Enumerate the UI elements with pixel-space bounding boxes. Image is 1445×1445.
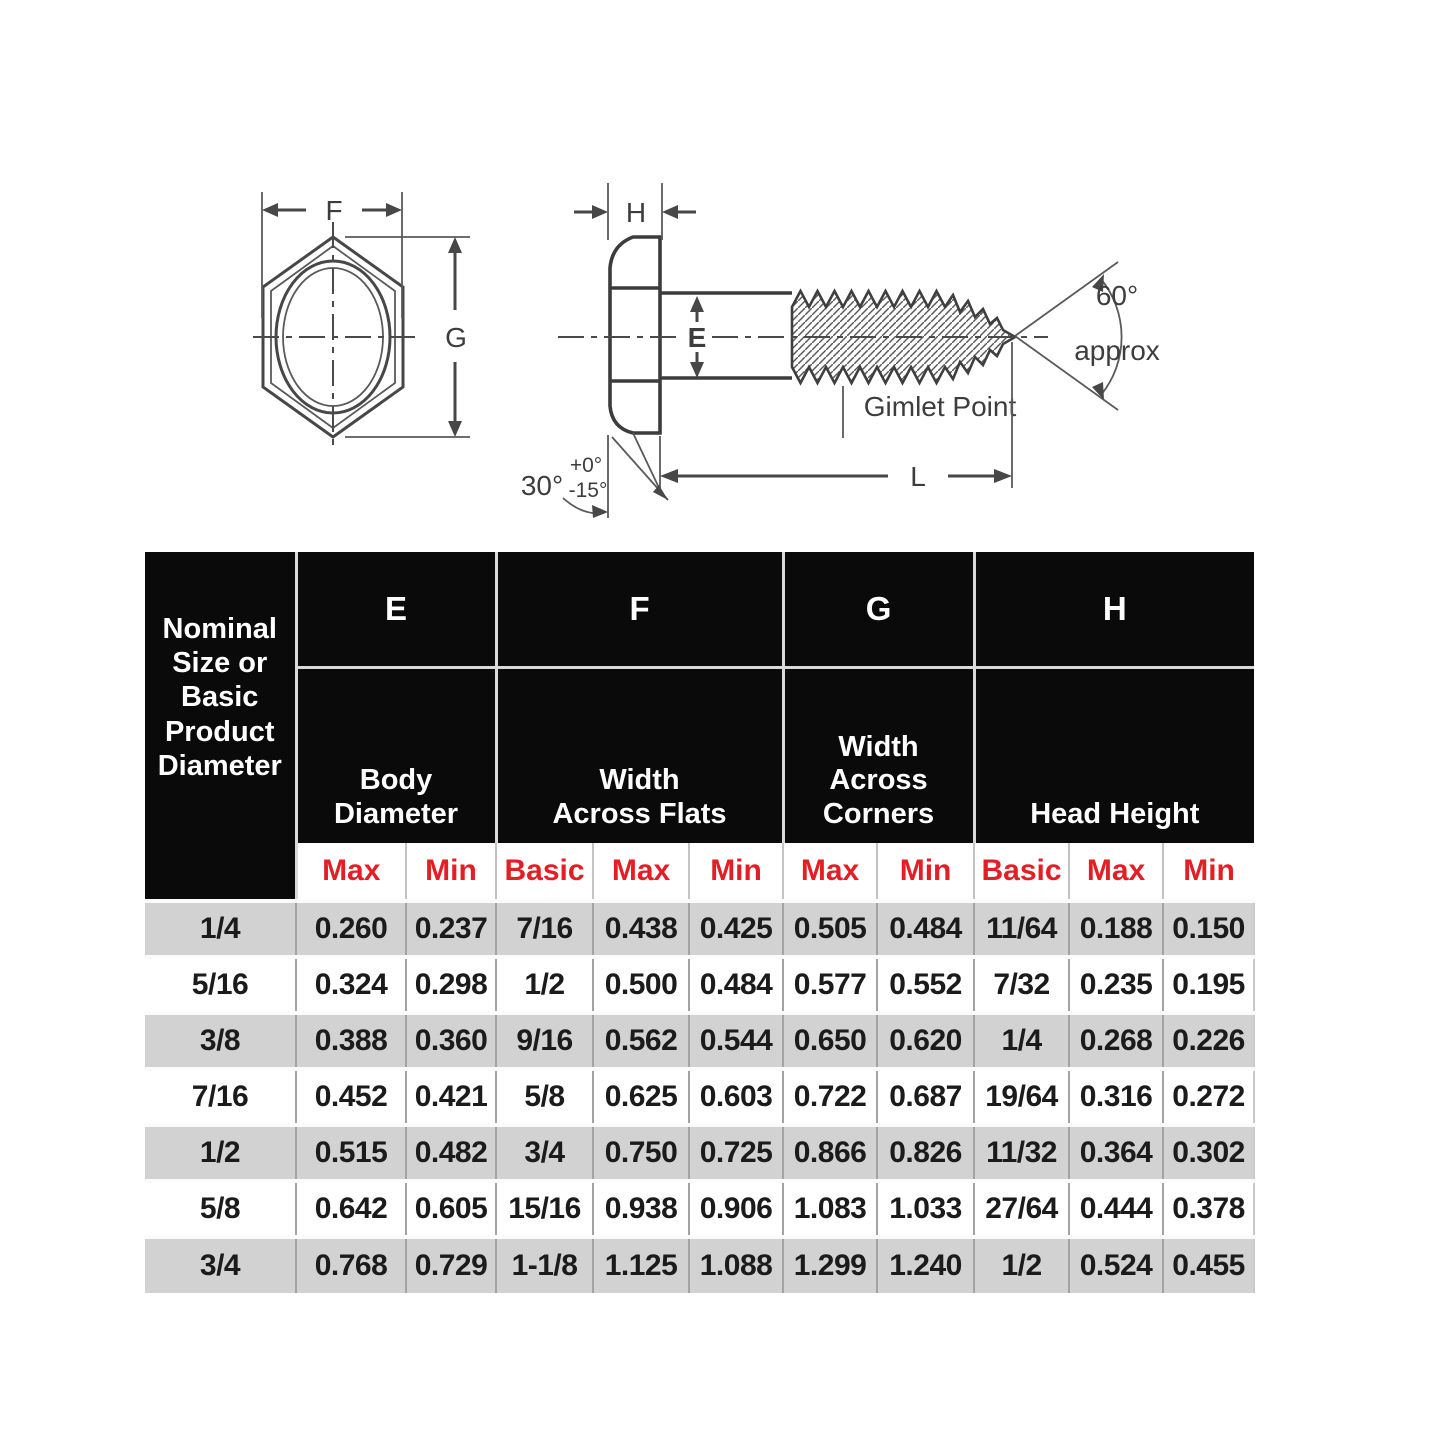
subheader-E-max: Max xyxy=(296,843,406,901)
value-cell: 0.452 xyxy=(296,1069,406,1125)
value-cell: 1.240 xyxy=(877,1237,974,1293)
hex-head-side xyxy=(610,237,660,433)
value-cell: 0.195 xyxy=(1163,957,1254,1013)
value-cell: 0.642 xyxy=(296,1181,406,1237)
value-cell: 1/4 xyxy=(974,1013,1069,1069)
value-cell: 0.562 xyxy=(593,1013,689,1069)
group-header-H: H xyxy=(974,552,1254,667)
value-cell: 15/16 xyxy=(496,1181,593,1237)
value-cell: 0.444 xyxy=(1069,1181,1163,1237)
value-cell: 0.768 xyxy=(296,1237,406,1293)
subheader-H-max: Max xyxy=(1069,843,1163,901)
group-title-text: Head Height xyxy=(1030,797,1200,830)
value-cell: 0.906 xyxy=(689,1181,783,1237)
value-cell: 1.299 xyxy=(783,1237,877,1293)
value-cell: 1.125 xyxy=(593,1237,689,1293)
subheader-F-min: Min xyxy=(689,843,783,901)
label-60deg: 60° xyxy=(1095,280,1139,311)
value-cell: 11/64 xyxy=(974,901,1069,957)
value-cell: 0.515 xyxy=(296,1125,406,1181)
value-cell: 0.455 xyxy=(1163,1237,1254,1293)
table-row xyxy=(145,957,1254,1013)
subheader-F-basic: Basic xyxy=(496,843,593,901)
corner-header: Nominal Size or Basic Product Diameter xyxy=(145,552,296,843)
row-size-cell: 5/8 xyxy=(145,1181,296,1237)
subheader-G-min: Min xyxy=(877,843,974,901)
value-cell: 0.237 xyxy=(406,901,496,957)
value-cell: 5/8 xyxy=(496,1069,593,1125)
value-cell: 0.482 xyxy=(406,1125,496,1181)
value-cell: 0.268 xyxy=(1069,1013,1163,1069)
value-cell: 7/16 xyxy=(496,901,593,957)
subheader-F-max: Max xyxy=(593,843,689,901)
value-cell: 0.484 xyxy=(877,901,974,957)
label-H: H xyxy=(625,197,647,228)
row-size-cell: 5/16 xyxy=(145,957,296,1013)
label-F: F xyxy=(325,195,343,226)
value-cell: 1.033 xyxy=(877,1181,974,1237)
table-row xyxy=(145,1069,1254,1125)
dimension-H xyxy=(574,183,696,240)
shank xyxy=(660,293,792,378)
group-title-text: Width Across Flats xyxy=(552,764,727,830)
table-row xyxy=(145,1237,1254,1293)
group-title-width-across-corners xyxy=(783,667,974,843)
value-cell: 0.484 xyxy=(689,957,783,1013)
value-cell: 0.421 xyxy=(406,1069,496,1125)
value-cell: 1.083 xyxy=(783,1181,877,1237)
value-cell: 0.605 xyxy=(406,1181,496,1237)
value-cell: 0.577 xyxy=(783,957,877,1013)
table-row xyxy=(145,1013,1254,1069)
value-cell: 0.316 xyxy=(1069,1069,1163,1125)
value-cell: 0.729 xyxy=(406,1237,496,1293)
value-cell: 0.603 xyxy=(689,1069,783,1125)
value-cell: 0.378 xyxy=(1163,1181,1254,1237)
row-size-cell: 1/2 xyxy=(145,1125,296,1181)
value-cell: 0.188 xyxy=(1069,901,1163,957)
subheader-G-max: Max xyxy=(783,843,877,901)
value-cell: 1-1/8 xyxy=(496,1237,593,1293)
row-size-cell: 3/4 xyxy=(145,1237,296,1293)
value-cell: 0.302 xyxy=(1163,1125,1254,1181)
subheader-H-min: Min xyxy=(1163,843,1254,901)
table-row xyxy=(145,901,1254,957)
group-header-G: G xyxy=(783,552,974,667)
diagram-svg xyxy=(0,0,1445,552)
value-cell: 7/32 xyxy=(974,957,1069,1013)
value-cell: 1.088 xyxy=(689,1237,783,1293)
table-row xyxy=(145,1181,1254,1237)
group-title-text: Body Diameter xyxy=(333,764,459,830)
value-cell: 11/32 xyxy=(974,1125,1069,1181)
value-cell: 0.272 xyxy=(1163,1069,1254,1125)
value-cell: 0.324 xyxy=(296,957,406,1013)
value-cell: 0.235 xyxy=(1069,957,1163,1013)
value-cell: 0.505 xyxy=(783,901,877,957)
value-cell: 0.938 xyxy=(593,1181,689,1237)
value-cell: 0.625 xyxy=(593,1069,689,1125)
value-cell: 0.226 xyxy=(1163,1013,1254,1069)
value-cell: 0.552 xyxy=(877,957,974,1013)
row-size-cell: 1/4 xyxy=(145,901,296,957)
group-title-width-across-flats xyxy=(496,667,783,843)
letter-header-row xyxy=(145,552,1254,667)
group-header-E: E xyxy=(296,552,496,667)
table-row xyxy=(145,1125,1254,1181)
group-title-head-height xyxy=(974,667,1254,843)
corner-blank-cell xyxy=(145,843,296,901)
label-minus-15deg: -15° xyxy=(568,479,608,502)
dimension-table xyxy=(145,552,1255,1293)
value-cell: 0.750 xyxy=(593,1125,689,1181)
label-gimlet-point: Gimlet Point xyxy=(863,391,1017,422)
value-cell: 19/64 xyxy=(974,1069,1069,1125)
value-cell: 1/2 xyxy=(496,957,593,1013)
value-cell: 0.866 xyxy=(783,1125,877,1181)
value-cell: 0.364 xyxy=(1069,1125,1163,1181)
value-cell: 9/16 xyxy=(496,1013,593,1069)
label-L: L xyxy=(910,461,926,492)
hex-head-front-view xyxy=(253,192,470,452)
group-header-F: F xyxy=(496,552,783,667)
value-cell: 0.826 xyxy=(877,1125,974,1181)
lag-screw-dimension-diagram xyxy=(0,0,1445,552)
label-approx: approx xyxy=(1074,335,1160,366)
group-title-body-diameter xyxy=(296,667,496,843)
value-cell: 0.620 xyxy=(877,1013,974,1069)
value-cell: 0.725 xyxy=(689,1125,783,1181)
label-plus-0deg: +0° xyxy=(569,454,603,477)
chamfer-angle-30 xyxy=(521,433,668,518)
label-30deg: 30° xyxy=(520,470,564,501)
value-cell: 0.544 xyxy=(689,1013,783,1069)
lag-screw-side-view xyxy=(521,183,1160,518)
table-body xyxy=(145,901,1254,1293)
value-cell: 3/4 xyxy=(496,1125,593,1181)
subheader-H-basic: Basic xyxy=(974,843,1069,901)
gimlet-point-callout xyxy=(843,386,1016,438)
value-cell: 0.650 xyxy=(783,1013,877,1069)
value-cell: 0.260 xyxy=(296,901,406,957)
row-size-cell: 7/16 xyxy=(145,1069,296,1125)
value-cell: 0.722 xyxy=(783,1069,877,1125)
subheader-E-min: Min xyxy=(406,843,496,901)
value-cell: 0.687 xyxy=(877,1069,974,1125)
label-E: E xyxy=(687,322,707,353)
title-header-row xyxy=(145,667,1254,843)
value-cell: 0.500 xyxy=(593,957,689,1013)
value-cell: 1/2 xyxy=(974,1237,1069,1293)
value-cell: 0.524 xyxy=(1069,1237,1163,1293)
value-cell: 0.438 xyxy=(593,901,689,957)
row-size-cell: 3/8 xyxy=(145,1013,296,1069)
dimension-E xyxy=(688,296,707,378)
group-title-text: Width Across Corners xyxy=(822,730,935,830)
value-cell: 0.388 xyxy=(296,1013,406,1069)
value-cell: 0.150 xyxy=(1163,901,1254,957)
value-cell: 0.425 xyxy=(689,901,783,957)
label-G: G xyxy=(445,322,467,353)
subheader-row xyxy=(145,843,1254,901)
value-cell: 0.298 xyxy=(406,957,496,1013)
value-cell: 27/64 xyxy=(974,1181,1069,1237)
value-cell: 0.360 xyxy=(406,1013,496,1069)
dimension-table-wrap xyxy=(145,552,1255,1293)
